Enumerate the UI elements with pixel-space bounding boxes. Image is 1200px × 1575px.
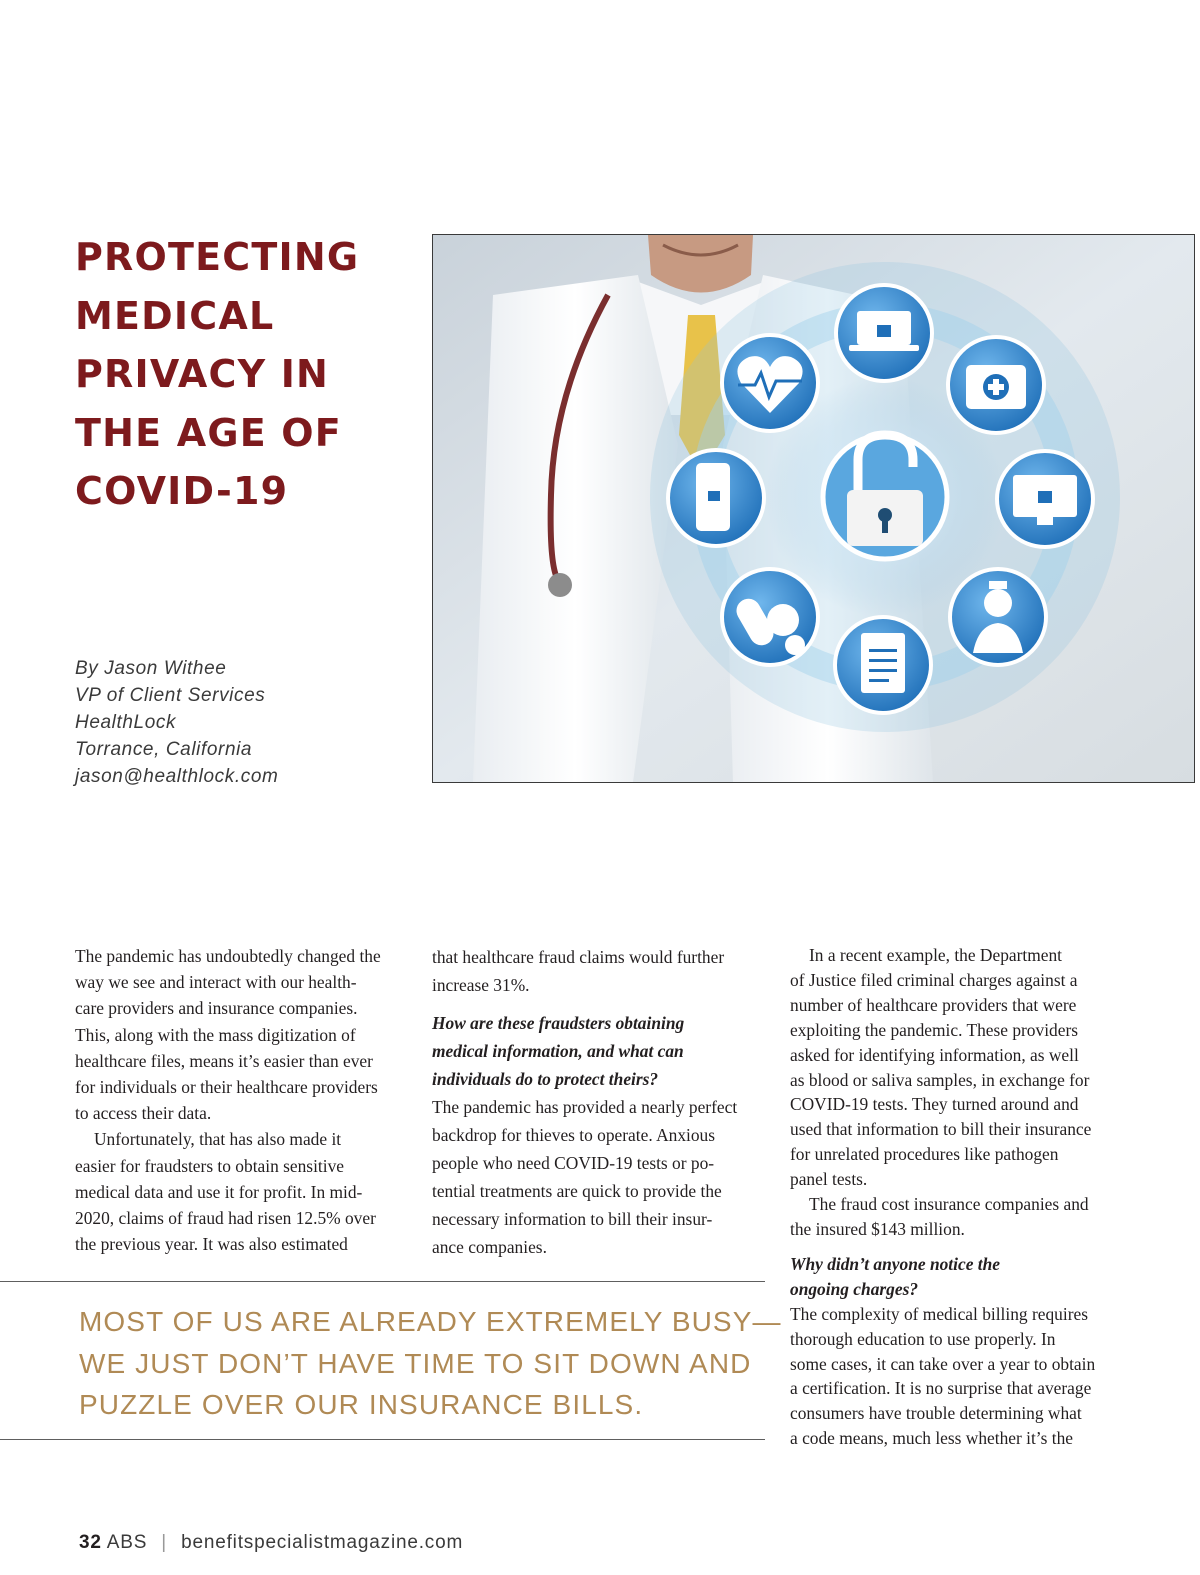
nurse-icon bbox=[950, 569, 1046, 665]
hero-image bbox=[432, 234, 1195, 783]
author-byline bbox=[75, 655, 278, 790]
body-line: number of healthcare providers that were bbox=[790, 994, 1077, 1015]
body-line: The complexity of medical billing requires bbox=[790, 1303, 1088, 1324]
body-line: consumers have trouble determining what bbox=[790, 1403, 1082, 1424]
author-role: VP of Client Services bbox=[75, 685, 266, 706]
body-column-2 bbox=[432, 943, 772, 1261]
body-line: In a recent example, the Department bbox=[809, 945, 1063, 965]
body-line: The pandemic has undoubtedly changed the bbox=[75, 946, 381, 966]
body-line: as blood or saliva samples, in exchange for bbox=[790, 1069, 1090, 1090]
body-line: exploiting the pandemic. These providers bbox=[790, 1019, 1078, 1040]
body-line: for unrelated procedures like pathogen bbox=[790, 1144, 1059, 1165]
pull-quote-line: PUZZLE OVER OUR INSURANCE BILLS. bbox=[79, 1389, 644, 1420]
subhead-line: individuals do to protect theirs? bbox=[432, 1069, 659, 1089]
author-location: Torrance, California bbox=[75, 739, 253, 760]
author-company: HealthLock bbox=[75, 712, 177, 733]
title-line: COVID-19 bbox=[75, 469, 289, 513]
body-line: asked for identifying information, as well bbox=[790, 1044, 1079, 1065]
body-line: of Justice filed criminal charges against a bbox=[790, 969, 1078, 990]
body-line: thorough education to use properly. In bbox=[790, 1328, 1056, 1349]
body-line: medical data and use it for profit. In mid- bbox=[75, 1181, 363, 1202]
body-line: the insured $143 million. bbox=[790, 1218, 965, 1239]
phone-lock-icon bbox=[668, 450, 764, 546]
spacer bbox=[432, 999, 772, 1009]
body-line: 2020, claims of fraud had risen 12.5% over bbox=[75, 1208, 376, 1229]
body-line: tential treatments are quick to provide the bbox=[432, 1181, 722, 1201]
pull-quote-top-rule bbox=[0, 1281, 765, 1282]
title-line: MEDICAL bbox=[75, 293, 275, 338]
body-line: the previous year. It was also estimated bbox=[75, 1234, 348, 1255]
body-line: to access their data. bbox=[75, 1103, 212, 1124]
body-line: necessary information to bill their insur- bbox=[432, 1209, 713, 1229]
hero-illustration bbox=[433, 235, 1194, 782]
footer-separator: | bbox=[161, 1532, 168, 1553]
laptop-lock-icon bbox=[836, 285, 932, 381]
body-line: panel tests. bbox=[790, 1169, 868, 1190]
title-line: PRIVACY IN bbox=[75, 352, 330, 396]
first-aid-kit-icon bbox=[948, 337, 1044, 433]
subhead-line: Why didn’t anyone notice the bbox=[790, 1253, 1000, 1274]
body-line: way we see and interact with our health- bbox=[75, 972, 357, 993]
body-line: healthcare files, means it’s easier than ever bbox=[75, 1050, 373, 1071]
author-name: By Jason Withee bbox=[75, 658, 227, 679]
subhead-line: ongoing charges? bbox=[790, 1278, 919, 1299]
pills-icon bbox=[722, 569, 818, 665]
publication-name: ABS bbox=[106, 1532, 148, 1553]
heartbeat-icon bbox=[722, 335, 818, 431]
title-line: THE AGE OF bbox=[75, 410, 342, 455]
body-line: The pandemic has provided a nearly perfect bbox=[432, 1097, 738, 1117]
body-line: some cases, it can take over a year to obtain bbox=[790, 1353, 1096, 1374]
pull-quote bbox=[79, 1301, 782, 1426]
page-footer bbox=[79, 1532, 463, 1554]
title-line: PROTECTING bbox=[75, 235, 360, 279]
pull-quote-line: WE JUST DON’T HAVE TIME TO SIT DOWN AND bbox=[79, 1347, 752, 1379]
spacer bbox=[790, 1242, 1130, 1252]
subhead-line: medical information, and what can bbox=[432, 1041, 684, 1061]
body-line: ance companies. bbox=[432, 1237, 547, 1257]
body-line: Unfortunately, that has also made it bbox=[94, 1129, 342, 1150]
body-line: people who need COVID-19 tests or po- bbox=[432, 1153, 715, 1173]
body-line: This, along with the mass digitization of bbox=[75, 1024, 356, 1045]
body-column-3 bbox=[790, 943, 1130, 1451]
page-number: 32 bbox=[79, 1532, 102, 1553]
pull-quote-bottom-rule bbox=[0, 1439, 765, 1440]
body-line: care providers and insurance companies. bbox=[75, 998, 358, 1019]
body-column-1 bbox=[75, 943, 415, 1257]
body-line: a certification. It is no surprise that average bbox=[790, 1378, 1092, 1399]
article-title bbox=[75, 228, 415, 521]
body-line: a code means, much less whether it’s the bbox=[790, 1428, 1073, 1449]
body-line: for individuals or their healthcare providers bbox=[75, 1077, 378, 1098]
author-email: jason@healthlock.com bbox=[75, 766, 279, 787]
body-line: increase 31%. bbox=[432, 975, 530, 995]
body-line: easier for fraudsters to obtain sensitive bbox=[75, 1155, 344, 1176]
body-line: backdrop for thieves to operate. Anxious bbox=[432, 1125, 716, 1145]
website-link: benefitspecialistmagazine.com bbox=[181, 1532, 464, 1553]
clipboard-icon bbox=[835, 617, 931, 713]
body-line: COVID-19 tests. They turned around and bbox=[790, 1094, 1079, 1115]
monitor-lock-icon bbox=[997, 451, 1093, 547]
subhead-line: How are these fraudsters obtaining bbox=[432, 1013, 685, 1033]
pull-quote-line: MOST OF US ARE ALREADY EXTREMELY BUSY— bbox=[79, 1306, 782, 1337]
body-line: that healthcare fraud claims would further bbox=[432, 947, 725, 967]
body-line: used that information to bill their insurance bbox=[790, 1119, 1092, 1140]
body-line: The fraud cost insurance companies and bbox=[809, 1194, 1089, 1215]
